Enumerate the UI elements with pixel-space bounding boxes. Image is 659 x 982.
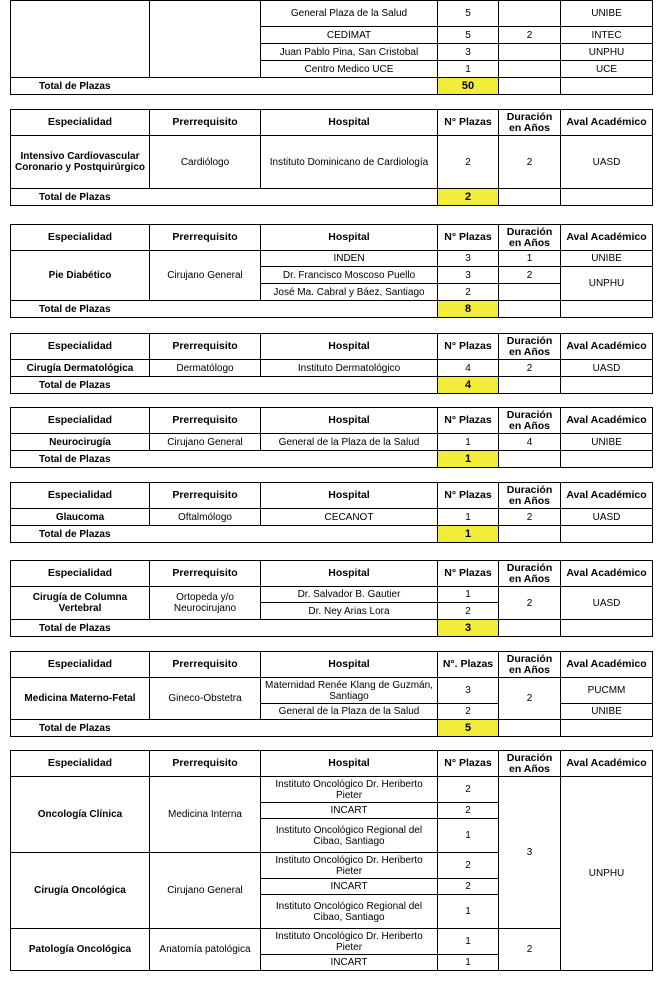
hospital-cell: Centro Medico UCE	[261, 61, 438, 78]
hospital-cell: General de la Plaza de la Salud	[261, 704, 438, 720]
header-duracion: Duración en Años	[499, 652, 561, 678]
hospital-cell: Instituto Oncológico Regional del Cibao, Santiago	[261, 819, 438, 853]
plazas-cell: 5	[438, 1, 499, 27]
hospital-cell: Instituto Oncológico Dr. Heriberto Pieter	[261, 853, 438, 879]
duracion-cell: 2	[499, 360, 561, 377]
hospital-cell: José Ma. Cabral y Báez, Santiago	[261, 284, 438, 301]
prerrequisito-cell: Cirujano General	[150, 251, 261, 301]
header-duracion: Duración en Años	[499, 110, 561, 136]
total-row	[11, 620, 653, 637]
header-duracion: Duración en Años	[499, 561, 561, 587]
hospital-cell: Dr. Francisco Moscoso Puello	[261, 267, 438, 284]
total-label: Total de Plazas	[11, 78, 438, 95]
total-label: Total de Plazas	[11, 451, 438, 468]
header-hospital: Hospital	[261, 225, 438, 251]
aval-cell: UASD	[561, 509, 653, 526]
plazas-cell: 4	[438, 360, 499, 377]
hospital-cell: INCART	[261, 879, 438, 895]
table-row	[11, 1, 653, 27]
duracion-cell: 2	[499, 587, 561, 620]
header-plazas: N° Plazas	[438, 561, 499, 587]
plazas-cell: 2	[438, 853, 499, 879]
header-prerrequisito: Prerrequisito	[150, 561, 261, 587]
table-columna-vertebral	[10, 560, 652, 637]
header-especialidad: Especialidad	[11, 751, 150, 777]
plazas-cell: 1	[438, 434, 499, 451]
hospital-cell: Instituto Oncológico Regional del Cibao, Santiago	[261, 895, 438, 929]
table-row	[11, 587, 653, 603]
header-plazas: N° Plazas	[438, 225, 499, 251]
header-row	[11, 334, 653, 360]
aval-cell: UNPHU	[561, 777, 653, 971]
header-prerrequisito: Prerrequisito	[150, 110, 261, 136]
header-especialidad: Especialidad	[11, 561, 150, 587]
especialidad-cell: Medicina Materno-Fetal	[11, 678, 150, 720]
table-row	[11, 777, 653, 803]
hospital-cell: CEDIMAT	[261, 27, 438, 44]
table-dermatologica	[10, 333, 652, 394]
hospital-cell: Maternidad Renée Klang de Guzmán, Santiago	[261, 678, 438, 704]
duracion-cell: 2	[499, 929, 561, 971]
hospital-cell: INCART	[261, 803, 438, 819]
hospital-cell: Juan Pablo Pina, San Cristobal	[261, 44, 438, 61]
total-label: Total de Plazas	[11, 720, 438, 737]
header-prerrequisito: Prerrequisito	[150, 652, 261, 678]
header-prerrequisito: Prerrequisito	[150, 483, 261, 509]
aval-cell: UCE	[561, 61, 653, 78]
header-plazas: N° Plazas	[438, 408, 499, 434]
aval-cell: UASD	[561, 587, 653, 620]
duracion-cell: 2	[499, 509, 561, 526]
header-aval: Aval Académico	[561, 483, 653, 509]
total-row	[11, 78, 653, 95]
header-prerrequisito: Prerrequisito	[150, 408, 261, 434]
table-row	[11, 434, 653, 451]
duracion-cell: 2	[499, 136, 561, 189]
total-value: 5	[438, 720, 499, 737]
header-especialidad: Especialidad	[11, 483, 150, 509]
total-value: 2	[438, 189, 499, 206]
total-row	[11, 301, 653, 318]
header-especialidad: Especialidad	[11, 408, 150, 434]
header-row	[11, 483, 653, 509]
plazas-cell: 2	[438, 603, 499, 620]
header-especialidad: Especialidad	[11, 652, 150, 678]
hospital-cell: INDEN	[261, 251, 438, 267]
header-row	[11, 408, 653, 434]
especialidad-cell: Cirugía de Columna Vertebral	[11, 587, 150, 620]
hospital-cell: CECANOT	[261, 509, 438, 526]
prerrequisito-cell: Cirujano General	[150, 434, 261, 451]
hospital-cell: Dr. Ney Arias Lora	[261, 603, 438, 620]
header-duracion: Duración en Años	[499, 408, 561, 434]
prerrequisito-cell: Cirujano General	[150, 853, 261, 929]
total-row	[11, 720, 653, 737]
plazas-cell: 1	[438, 955, 499, 971]
header-aval: Aval Académico	[561, 408, 653, 434]
header-plazas: N° Plazas	[438, 334, 499, 360]
prerrequisito-cell: Medicina Interna	[150, 777, 261, 853]
table-materno-fetal	[10, 651, 652, 737]
hospital-cell: Instituto Dermatológico	[261, 360, 438, 377]
total-row	[11, 377, 653, 394]
header-hospital: Hospital	[261, 652, 438, 678]
total-label: Total de Plazas	[11, 301, 438, 318]
aval-cell: UNIBE	[561, 434, 653, 451]
header-hospital: Hospital	[261, 334, 438, 360]
total-label: Total de Plazas	[11, 377, 438, 394]
plazas-cell: 1	[438, 929, 499, 955]
table-row	[11, 251, 653, 267]
plazas-cell: 3	[438, 678, 499, 704]
hospital-cell: INCART	[261, 955, 438, 971]
plazas-cell: 2	[438, 879, 499, 895]
table-cardiovascular	[10, 109, 652, 206]
header-row	[11, 225, 653, 251]
especialidad-cell: Cirugía Dermatológica	[11, 360, 150, 377]
table-continuation	[10, 0, 652, 95]
plazas-cell: 2	[438, 284, 499, 301]
header-plazas: N°. Plazas	[438, 652, 499, 678]
header-plazas: N° Plazas	[438, 751, 499, 777]
plazas-cell: 2	[438, 803, 499, 819]
header-duracion: Duración en Años	[499, 751, 561, 777]
plazas-cell: 1	[438, 819, 499, 853]
total-row	[11, 526, 653, 543]
duracion-cell	[499, 1, 561, 27]
plazas-cell: 1	[438, 895, 499, 929]
duracion-cell: 4	[499, 434, 561, 451]
header-duracion: Duración en Años	[499, 483, 561, 509]
header-hospital: Hospital	[261, 408, 438, 434]
table-neurocirugia	[10, 407, 652, 468]
duracion-cell	[499, 61, 561, 78]
hospital-cell: Instituto Dominicano de Cardiología	[261, 136, 438, 189]
header-aval: Aval Académico	[561, 561, 653, 587]
duracion-cell: 2	[499, 267, 561, 284]
hospital-cell: General de la Plaza de la Salud	[261, 434, 438, 451]
prerrequisito-cell: Anatomía patológica	[150, 929, 261, 971]
aval-cell: UNIBE	[561, 251, 653, 267]
prerrequisito-cell: Ortopeda y/o Neurocirujano	[150, 587, 261, 620]
total-value: 50	[438, 78, 499, 95]
total-value: 1	[438, 451, 499, 468]
header-row	[11, 110, 653, 136]
aval-cell: INTEC	[561, 27, 653, 44]
total-label: Total de Plazas	[11, 526, 438, 543]
table-row	[11, 360, 653, 377]
aval-cell: UNIBE	[561, 1, 653, 27]
aval-cell: UNPHU	[561, 267, 653, 301]
especialidad-cell: Oncología Clínica	[11, 777, 150, 853]
especialidad-cell: Neurocirugía	[11, 434, 150, 451]
header-plazas: N° Plazas	[438, 110, 499, 136]
header-duracion: Duración en Años	[499, 334, 561, 360]
header-hospital: Hospital	[261, 483, 438, 509]
table-row	[11, 929, 653, 955]
table-row	[11, 678, 653, 704]
aval-cell: PUCMM	[561, 678, 653, 704]
header-prerrequisito: Prerrequisito	[150, 334, 261, 360]
table-row	[11, 509, 653, 526]
total-value: 3	[438, 620, 499, 637]
header-row	[11, 652, 653, 678]
duracion-cell: 3	[499, 777, 561, 929]
plazas-cell: 1	[438, 61, 499, 78]
header-especialidad: Especialidad	[11, 225, 150, 251]
aval-cell: UNIBE	[561, 704, 653, 720]
header-aval: Aval Académico	[561, 225, 653, 251]
plazas-cell: 3	[438, 251, 499, 267]
header-plazas: N° Plazas	[438, 483, 499, 509]
plazas-cell: 2	[438, 136, 499, 189]
total-label: Total de Plazas	[11, 620, 438, 637]
prerrequisito-cell: Gineco-Obstetra	[150, 678, 261, 720]
especialidad-cell: Pie Diabético	[11, 251, 150, 301]
hospital-cell: Instituto Oncológico Dr. Heriberto Pieter	[261, 777, 438, 803]
total-row	[11, 189, 653, 206]
total-label: Total de Plazas	[11, 189, 438, 206]
total-value: 4	[438, 377, 499, 394]
header-aval: Aval Académico	[561, 334, 653, 360]
total-value: 8	[438, 301, 499, 318]
table-row	[11, 136, 653, 189]
header-prerrequisito: Prerrequisito	[150, 225, 261, 251]
header-duracion: Duración en Años	[499, 225, 561, 251]
hospital-cell: General Plaza de la Salud	[261, 1, 438, 27]
duracion-cell: 2	[499, 27, 561, 44]
especialidad-cell: Intensivo Cardiovascular Coronario y Postquirúrgico	[11, 136, 150, 189]
plazas-cell: 3	[438, 267, 499, 284]
hospital-cell: Instituto Oncológico Dr. Heriberto Pieter	[261, 929, 438, 955]
header-especialidad: Especialidad	[11, 110, 150, 136]
plazas-cell: 3	[438, 44, 499, 61]
header-aval: Aval Académico	[561, 751, 653, 777]
prerrequisito-cell: Oftalmólogo	[150, 509, 261, 526]
table-pie-diabetico	[10, 224, 652, 318]
header-hospital: Hospital	[261, 561, 438, 587]
plazas-cell: 2	[438, 704, 499, 720]
table-glaucoma	[10, 482, 652, 543]
hospital-cell: Dr. Salvador B. Gautier	[261, 587, 438, 603]
especialidad-cell: Patología Oncológica	[11, 929, 150, 971]
prerrequisito-cell: Cardiólogo	[150, 136, 261, 189]
aval-cell: UASD	[561, 360, 653, 377]
header-row	[11, 751, 653, 777]
total-value: 1	[438, 526, 499, 543]
plazas-cell: 5	[438, 27, 499, 44]
duracion-cell: 1	[499, 251, 561, 267]
plazas-cell: 1	[438, 587, 499, 603]
prerrequisito-cell: Dermatólogo	[150, 360, 261, 377]
aval-cell: UASD	[561, 136, 653, 189]
plazas-cell: 1	[438, 509, 499, 526]
header-prerrequisito: Prerrequisito	[150, 751, 261, 777]
especialidad-cell: Cirugía Oncológica	[11, 853, 150, 929]
header-hospital: Hospital	[261, 110, 438, 136]
header-row	[11, 561, 653, 587]
header-aval: Aval Académico	[561, 652, 653, 678]
aval-cell: UNPHU	[561, 44, 653, 61]
plazas-cell: 2	[438, 777, 499, 803]
header-aval: Aval Académico	[561, 110, 653, 136]
especialidad-cell: Glaucoma	[11, 509, 150, 526]
duracion-cell: 2	[499, 678, 561, 720]
total-row	[11, 451, 653, 468]
header-especialidad: Especialidad	[11, 334, 150, 360]
duracion-cell	[499, 44, 561, 61]
table-oncologia	[10, 750, 652, 971]
header-hospital: Hospital	[261, 751, 438, 777]
